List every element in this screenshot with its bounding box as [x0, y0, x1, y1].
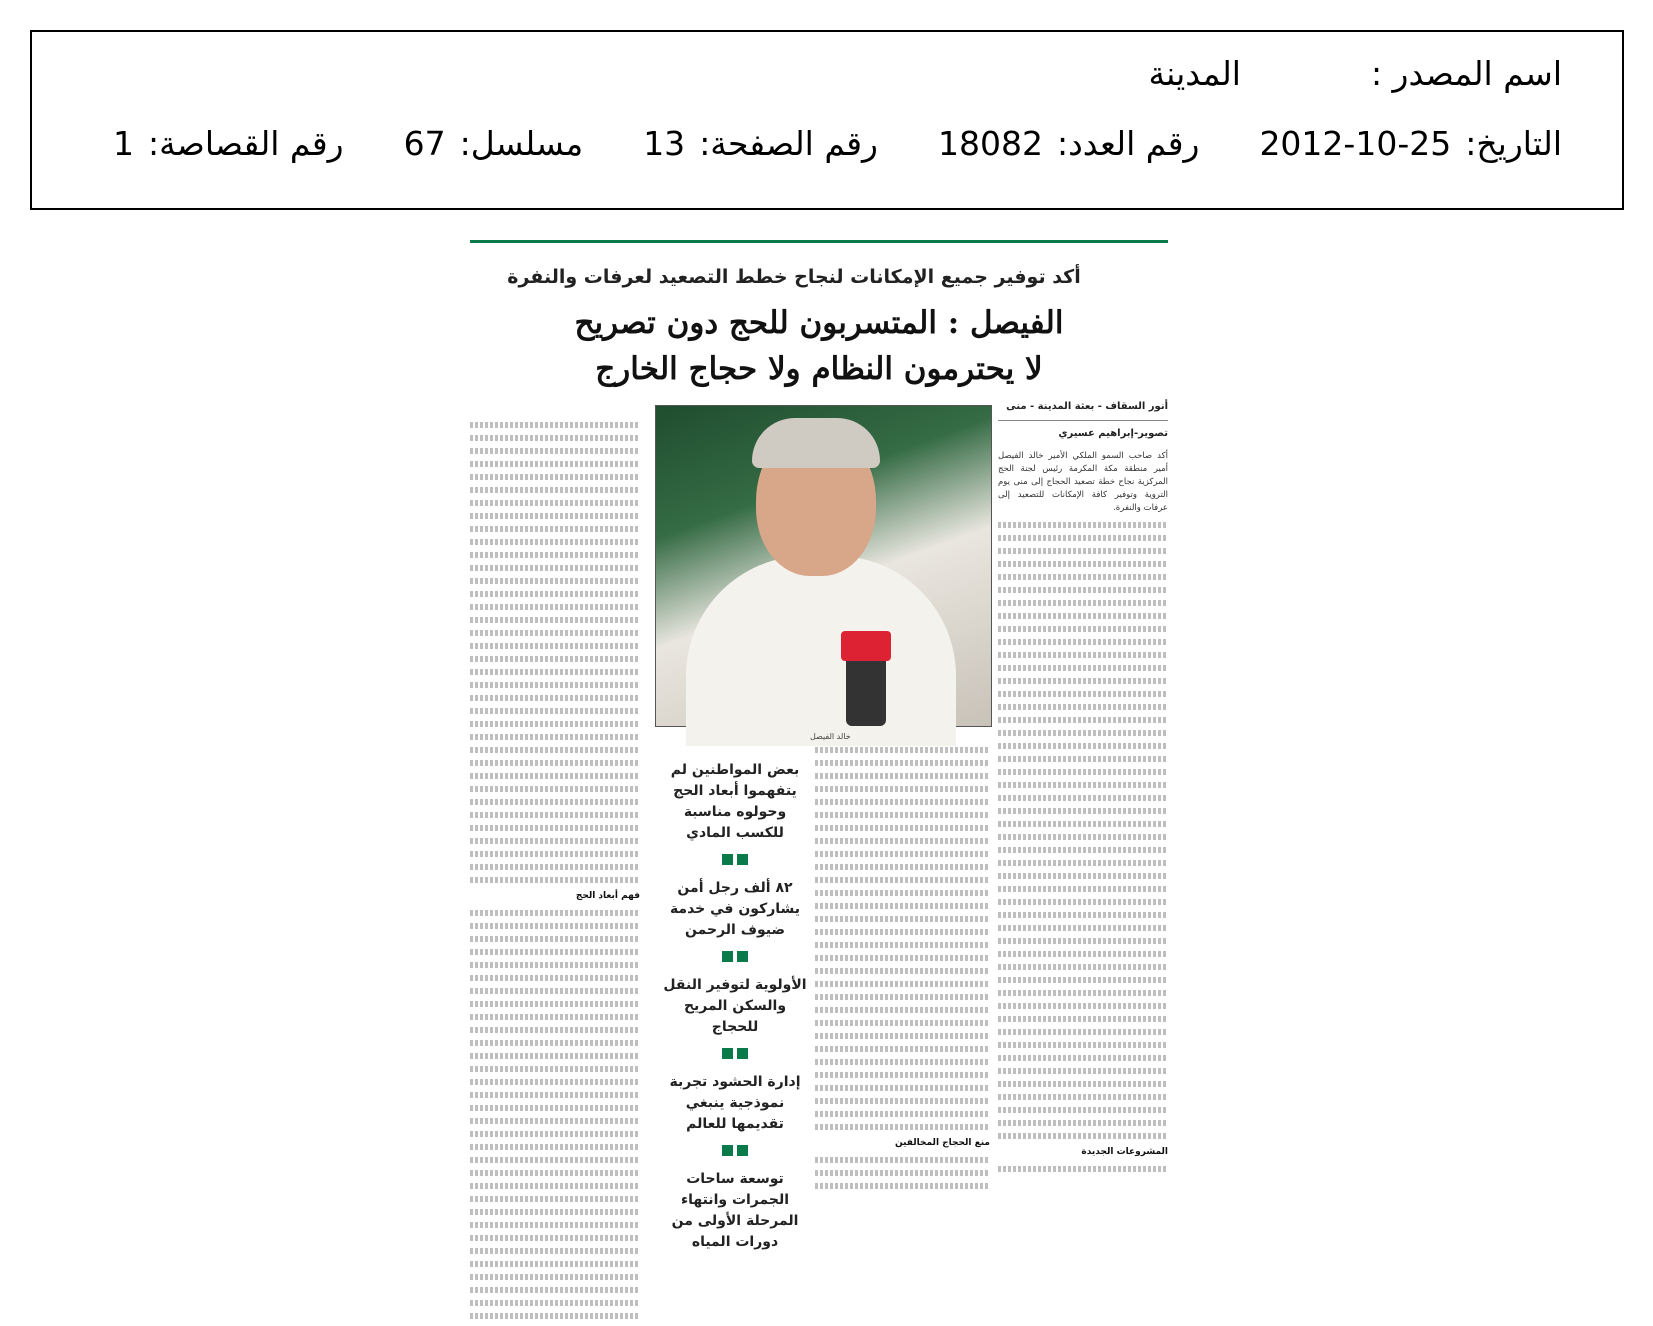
subhead-violators: منع الحجاج المخالفين	[895, 1138, 990, 1148]
issue-value: 18082	[938, 124, 1043, 163]
byline-rule	[998, 420, 1168, 421]
top-rule	[470, 240, 1168, 243]
column-middle	[815, 740, 990, 1196]
clip-label: رقم القصاصة:	[148, 124, 344, 163]
date-value: 2012-10-25	[1259, 124, 1452, 163]
pull-quote-2: ٨٢ ألف رجل أمن يشاركون في خدمة ضيوف الرحمن	[669, 880, 801, 938]
source-info-box	[30, 30, 1624, 210]
serial-value: 67	[403, 124, 446, 163]
source-row	[1148, 54, 1562, 93]
photo-robe	[686, 556, 956, 746]
article-headline	[530, 300, 1108, 392]
issue-label: رقم العدد:	[1056, 124, 1200, 163]
pull-quote-1: بعض المواطنين لم يتفهموا أبعاد الحج وحولوه مناسبة للكسب المادي	[670, 762, 800, 841]
date-label: التاريخ:	[1465, 124, 1562, 163]
source-value: المدينة	[1148, 54, 1241, 93]
microphone-logo	[841, 631, 891, 661]
serial-label: مسلسل:	[459, 124, 584, 163]
column-left	[470, 415, 640, 1326]
photo-caption: خالد الفيصل	[810, 732, 851, 741]
pull-quote-4: إدارة الحشود تجربة نموذجية ينبغي تقديمها للعالم	[669, 1074, 801, 1132]
byline-photographer: تصوير-إبراهيم عسيري	[1058, 428, 1168, 439]
page-label: رقم الصفحة:	[699, 124, 878, 163]
article-kicker: أكد توفير جميع الإمكانات لنجاح خطط التصعيد لعرفات والنفرة	[507, 266, 1081, 288]
byline	[998, 400, 1168, 441]
column-right	[998, 450, 1168, 1179]
headline-line-1: الفيصل : المتسربون للحج دون تصريح	[574, 305, 1064, 341]
clip-value: 1	[113, 124, 134, 163]
pull-quotes	[660, 760, 810, 1257]
page-value: 13	[643, 124, 686, 163]
source-label: اسم المصدر :	[1370, 54, 1562, 93]
subhead-new-projects: المشروعات الجديدة	[1081, 1147, 1168, 1157]
newspaper-clipping	[470, 240, 1168, 1250]
intro-paragraph: أكد صاحب السمو الملكي الأمير خالد الفيصل أمير منطقة مكة المكرمة رئيس لجنة الحج المركزية نجاح خطة تصعيد الحجاج إلى منى يوم التروية وتوفير كافة الإمكانات للتصعيد إلى عرفات والنفرة.	[998, 451, 1168, 513]
byline-author: أنور السقاف - بعثة المدينة - منى	[1006, 401, 1168, 412]
article-photo	[655, 405, 992, 727]
pull-quote-3: الأولوية لتوفير النقل والسكن المريح للحجاج	[663, 977, 807, 1035]
metadata-row	[113, 124, 1562, 163]
subhead-understanding: فهم أبعاد الحج	[575, 891, 640, 901]
headline-line-2: لا يحترمون النظام ولا حجاج الخارج	[595, 351, 1043, 387]
pull-quote-5: توسعة ساحات الجمرات وانتهاء المرحلة الأولى من دورات المياه	[671, 1171, 799, 1250]
photo-hair	[752, 418, 880, 468]
